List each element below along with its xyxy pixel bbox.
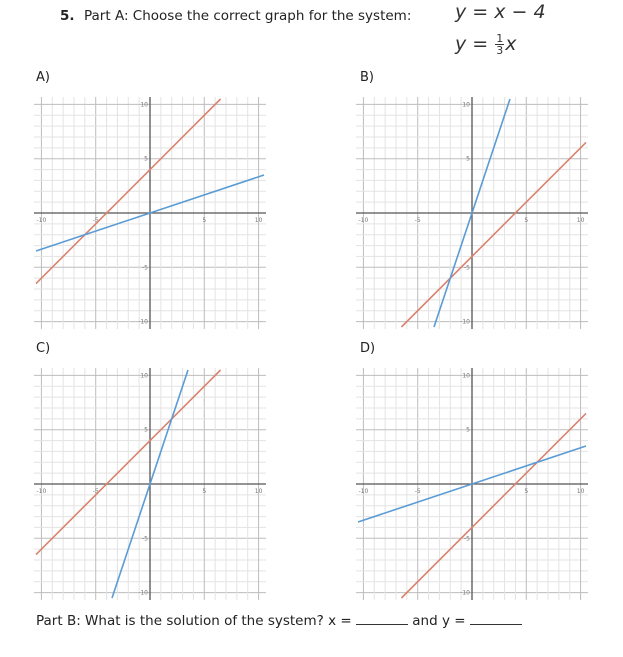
part-a-prompt: Part A: Choose the correct graph for the system:	[84, 8, 412, 24]
graph-b[interactable]	[356, 97, 588, 329]
x-tick-label: 10	[576, 488, 585, 495]
y-tick-label: 5	[144, 426, 148, 434]
x-tick-label: -5	[92, 488, 99, 495]
x-tick-label: 5	[202, 488, 207, 495]
x-tick-label: 5	[524, 217, 529, 224]
equation-2-variable: x	[505, 33, 517, 55]
x-tick-label: 10	[576, 217, 585, 224]
y-tick-label: -10	[460, 589, 470, 597]
x-tick-label: 5	[524, 488, 529, 495]
x-tick-label: -5	[92, 217, 99, 224]
y-tick-label: -5	[142, 535, 148, 543]
y-tick-label: -10	[138, 318, 148, 326]
part-b-prompt	[36, 612, 522, 629]
y-tick-label: -5	[464, 264, 470, 272]
y-tick-label: -10	[138, 589, 148, 597]
y-tick-label: 5	[466, 426, 470, 434]
y-tick-label: 5	[466, 155, 470, 163]
graph-label-a[interactable]: A)	[36, 70, 50, 85]
graph-label-d[interactable]: D)	[360, 341, 376, 356]
x-tick-label: -10	[36, 217, 47, 224]
x-tick-label: -5	[414, 488, 421, 495]
equation-2-lhs: y =	[455, 33, 495, 55]
x-tick-label: 5	[202, 217, 207, 224]
x-answer-blank[interactable]	[356, 612, 408, 625]
x-tick-label: -10	[358, 488, 369, 495]
x-tick-label: -5	[414, 217, 421, 224]
graph-label-c[interactable]: C)	[36, 341, 51, 356]
y-tick-label: 10	[462, 372, 470, 380]
y-tick-label: 10	[462, 101, 470, 109]
fraction-numerator: 1	[496, 32, 504, 45]
y-answer-blank[interactable]	[470, 612, 522, 625]
fraction	[495, 33, 504, 56]
y-tick-label: -5	[142, 264, 148, 272]
y-tick-label: 10	[140, 372, 148, 380]
y-tick-label: 5	[144, 155, 148, 163]
x-tick-label: -10	[36, 488, 47, 495]
equation-2	[455, 33, 517, 56]
graph-label-b[interactable]: B)	[360, 70, 374, 85]
x-tick-label: 10	[254, 488, 263, 495]
question-number: 5.	[60, 8, 75, 24]
y-tick-label: 10	[140, 101, 148, 109]
part-b-and-text: and y =	[407, 613, 470, 629]
y-tick-label: -10	[460, 318, 470, 326]
x-tick-label: 10	[254, 217, 263, 224]
fraction-denominator: 3	[496, 44, 504, 57]
graph-a[interactable]	[34, 97, 266, 329]
graph-c[interactable]	[34, 368, 266, 600]
part-b-text: Part B: What is the solution of the system? x =	[36, 613, 356, 629]
y-tick-label: -5	[464, 535, 470, 543]
equation-1: y = x − 4	[455, 1, 546, 23]
x-tick-label: -10	[358, 217, 369, 224]
graph-d[interactable]	[356, 368, 588, 600]
